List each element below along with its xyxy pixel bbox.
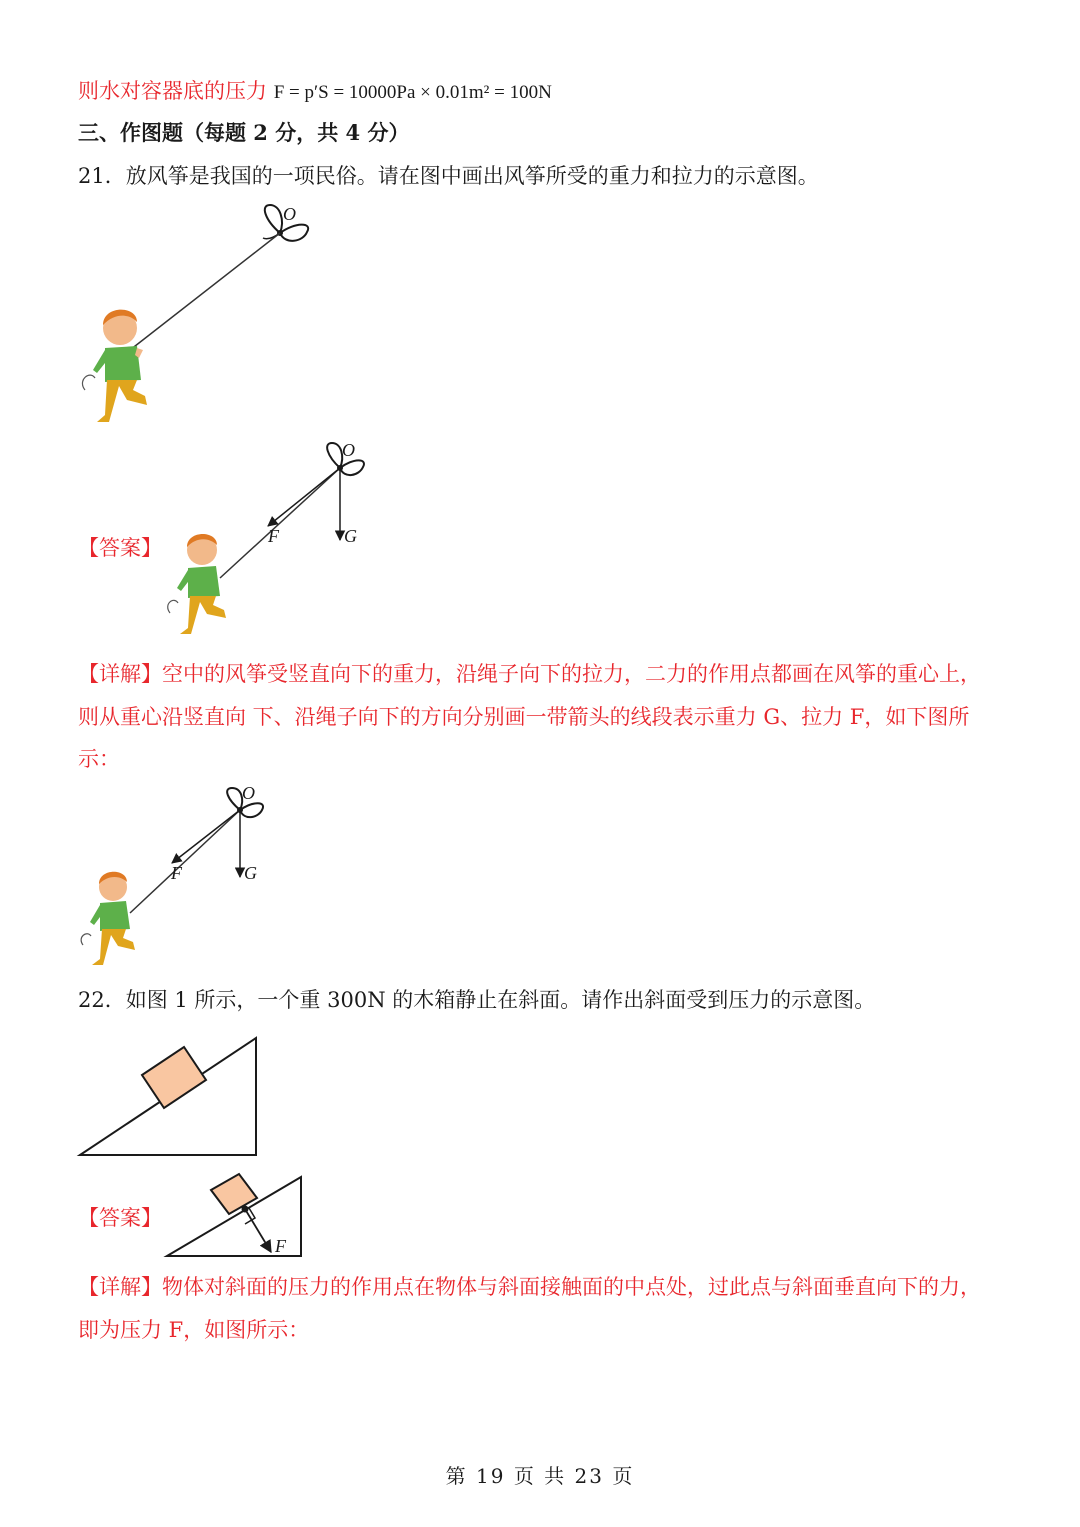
q21-answer-label: 【答案】 bbox=[78, 536, 162, 560]
boy-running-icon bbox=[81, 872, 135, 965]
q22-detail-label: 【详解】 bbox=[78, 1275, 162, 1299]
q22-answer-label: 【答案】 bbox=[78, 1206, 162, 1230]
q21-detail-line3: 示： bbox=[78, 747, 120, 771]
pressure-result-line bbox=[78, 76, 552, 108]
q22-detail-line1 bbox=[78, 1272, 981, 1302]
gravity-force-label: G bbox=[344, 526, 357, 546]
kite-point-label: O bbox=[342, 440, 355, 460]
gravity-force-label: G bbox=[244, 863, 257, 883]
q21-detail-text1: 空中的风筝受竖直向下的重力，沿绳子向下的拉力，二力的作用点都画在风筝的重心上， bbox=[162, 662, 981, 686]
q21-detail-line1 bbox=[78, 659, 981, 689]
question-22: 22．如图 1 所示，一个重 300N 的木箱静止在斜面。请作出斜面受到压力的示意图。 bbox=[78, 988, 876, 1012]
pull-force-arrow bbox=[172, 810, 240, 863]
page-footer: 第 19 页 共 23 页 bbox=[445, 1464, 635, 1488]
kite-string bbox=[130, 810, 240, 913]
section-heading: 三、作图题（每题 2 分，共 4 分） bbox=[78, 120, 410, 145]
pressure-formula: F = p′S = 10000Pa × 0.01m² = 100N bbox=[273, 82, 552, 103]
boy-running-icon bbox=[82, 310, 147, 422]
pull-force-label: F bbox=[171, 863, 182, 883]
q22-detail-text1: 物体对斜面的压力的作用点在物体与斜面接触面的中点处，过此点与斜面垂直向下的力， bbox=[162, 1275, 981, 1299]
kite-figure-answer bbox=[160, 438, 380, 648]
kite-string bbox=[130, 233, 280, 350]
kite-point-label: O bbox=[242, 783, 255, 803]
pressure-force-label: F bbox=[275, 1236, 286, 1256]
incline-figure-answer bbox=[165, 1172, 310, 1262]
question-21: 21．放风筝是我国的一项民俗。请在图中画出风筝所受的重力和拉力的示意图。 bbox=[78, 164, 819, 188]
kite-string bbox=[220, 468, 340, 578]
pull-force-label: F bbox=[268, 526, 279, 546]
kite-figure-question bbox=[75, 200, 315, 435]
pressure-result-text: 则水对容器底的压力 bbox=[78, 79, 267, 103]
kite-figure-detail bbox=[75, 785, 285, 980]
pull-force-arrow bbox=[268, 468, 340, 526]
boy-running-icon bbox=[168, 534, 226, 634]
kite-point-label: O bbox=[283, 204, 296, 224]
q22-detail-line2: 即为压力 F，如图所示： bbox=[78, 1318, 310, 1342]
q21-detail-line2: 则从重心沿竖直向 下、沿绳子向下的方向分别画一带箭头的线段表示重力 G、拉力 F，如下图所 bbox=[78, 705, 970, 729]
incline-figure-question bbox=[78, 1030, 263, 1160]
q21-detail-label: 【详解】 bbox=[78, 662, 162, 686]
